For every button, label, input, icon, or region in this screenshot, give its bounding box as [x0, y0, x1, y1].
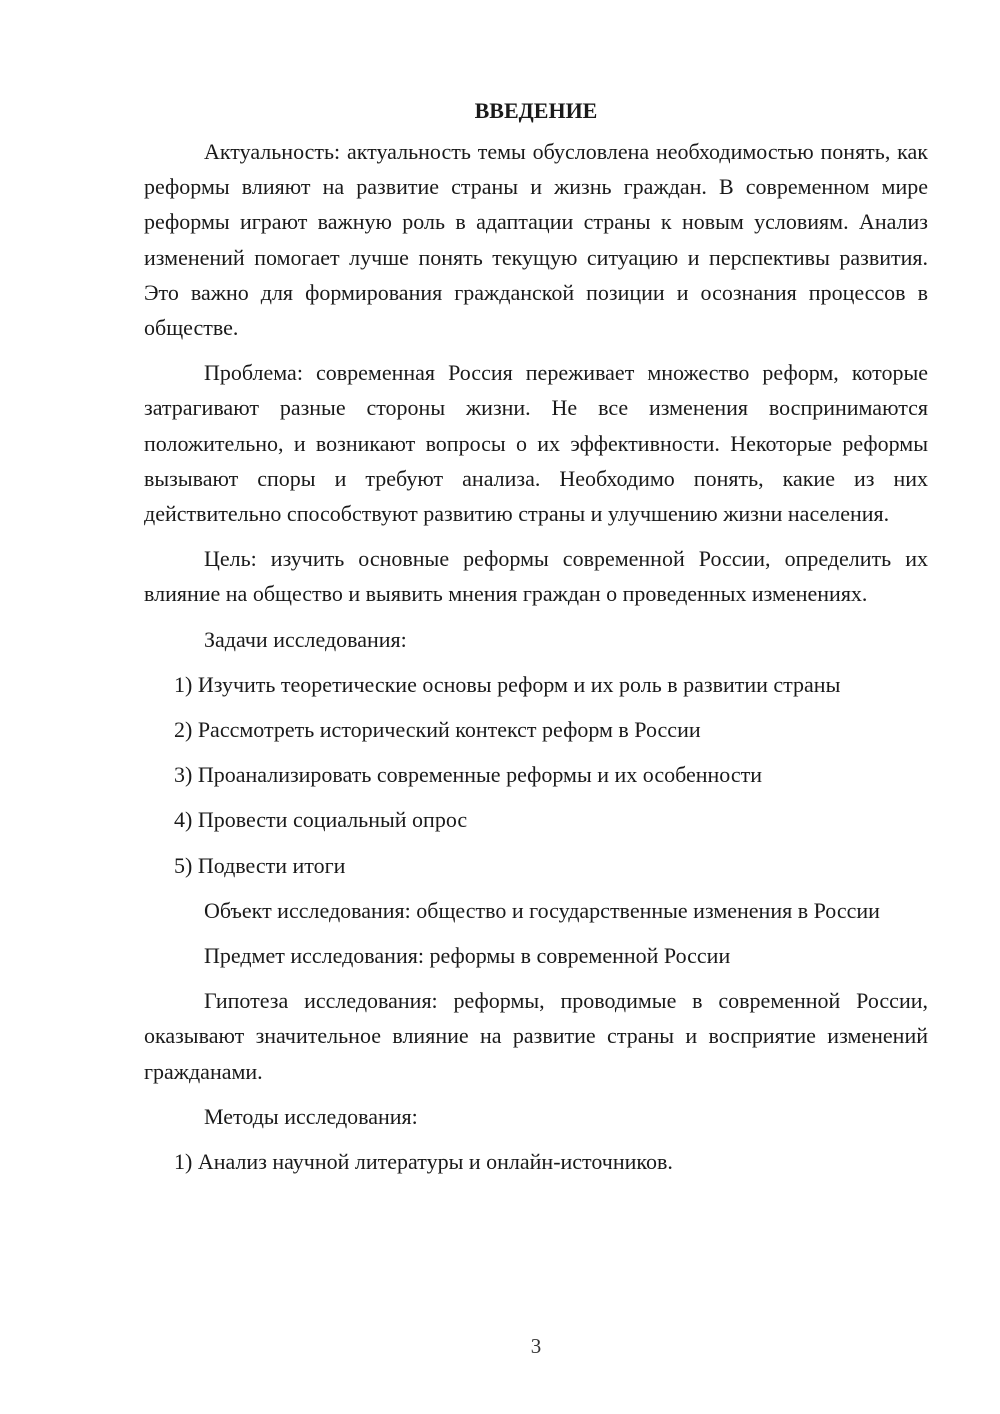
- relevance-paragraph: Актуальность: актуальность темы обусловлена необходимостью понять, как реформы влияют на развитие страны и жизнь граждан. В современном мире реформы играют важную роль в адаптации страны к новым условиям. Анализ изменений помогает лучше понять текущую ситуацию и перспективы развития. Это важно для формирования гражданской позиции и осознания процессов в обществе.: [144, 139, 928, 341]
- subject-paragraph: Предмет исследования: реформы в современной России: [204, 943, 731, 969]
- hypothesis-paragraph: Гипотеза исследования: реформы, проводимые в современной России, оказывают значительное влияние на развитие страны и восприятие изменений гражданами.: [144, 988, 928, 1084]
- page-number: 3: [530, 1334, 542, 1358]
- object-paragraph: Объект исследования: общество и государственные изменения в России: [204, 897, 880, 923]
- tasks-heading: Задачи исследования:: [204, 626, 407, 652]
- task-item: 2) Рассмотреть исторический контекст реформ в России: [174, 717, 701, 743]
- task-item: 4) Провести социальный опрос: [174, 807, 468, 833]
- task-item: 1) Изучить теоретические основы реформ и их роль в развитии страны: [174, 671, 841, 697]
- problem-paragraph: Проблема: современная Россия переживает множество реформ, которые затрагивают разные стороны жизни. Не все изменения воспринимаются положительно, и возникают вопросы о их эффективности. Некоторые реформы вызывают споры и требуют анализа. Необходимо понять, какие из них действительно способствуют развитию страны и улучшению жизни населения.: [144, 360, 928, 527]
- methods-heading: Методы исследования:: [204, 1103, 418, 1129]
- page-title: ВВЕДЕНИЕ: [474, 98, 598, 123]
- task-item: 3) Проанализировать современные реформы и их особенности: [174, 762, 762, 788]
- goal-paragraph: Цель: изучить основные реформы современной России, определить их влияние на общество и выявить мнения граждан о проведенных изменениях.: [144, 546, 928, 607]
- method-item: 1) Анализ научной литературы и онлайн-источников.: [174, 1149, 673, 1175]
- page-content: [144, 96, 928, 1189]
- task-item: 5) Подвести итоги: [174, 852, 346, 878]
